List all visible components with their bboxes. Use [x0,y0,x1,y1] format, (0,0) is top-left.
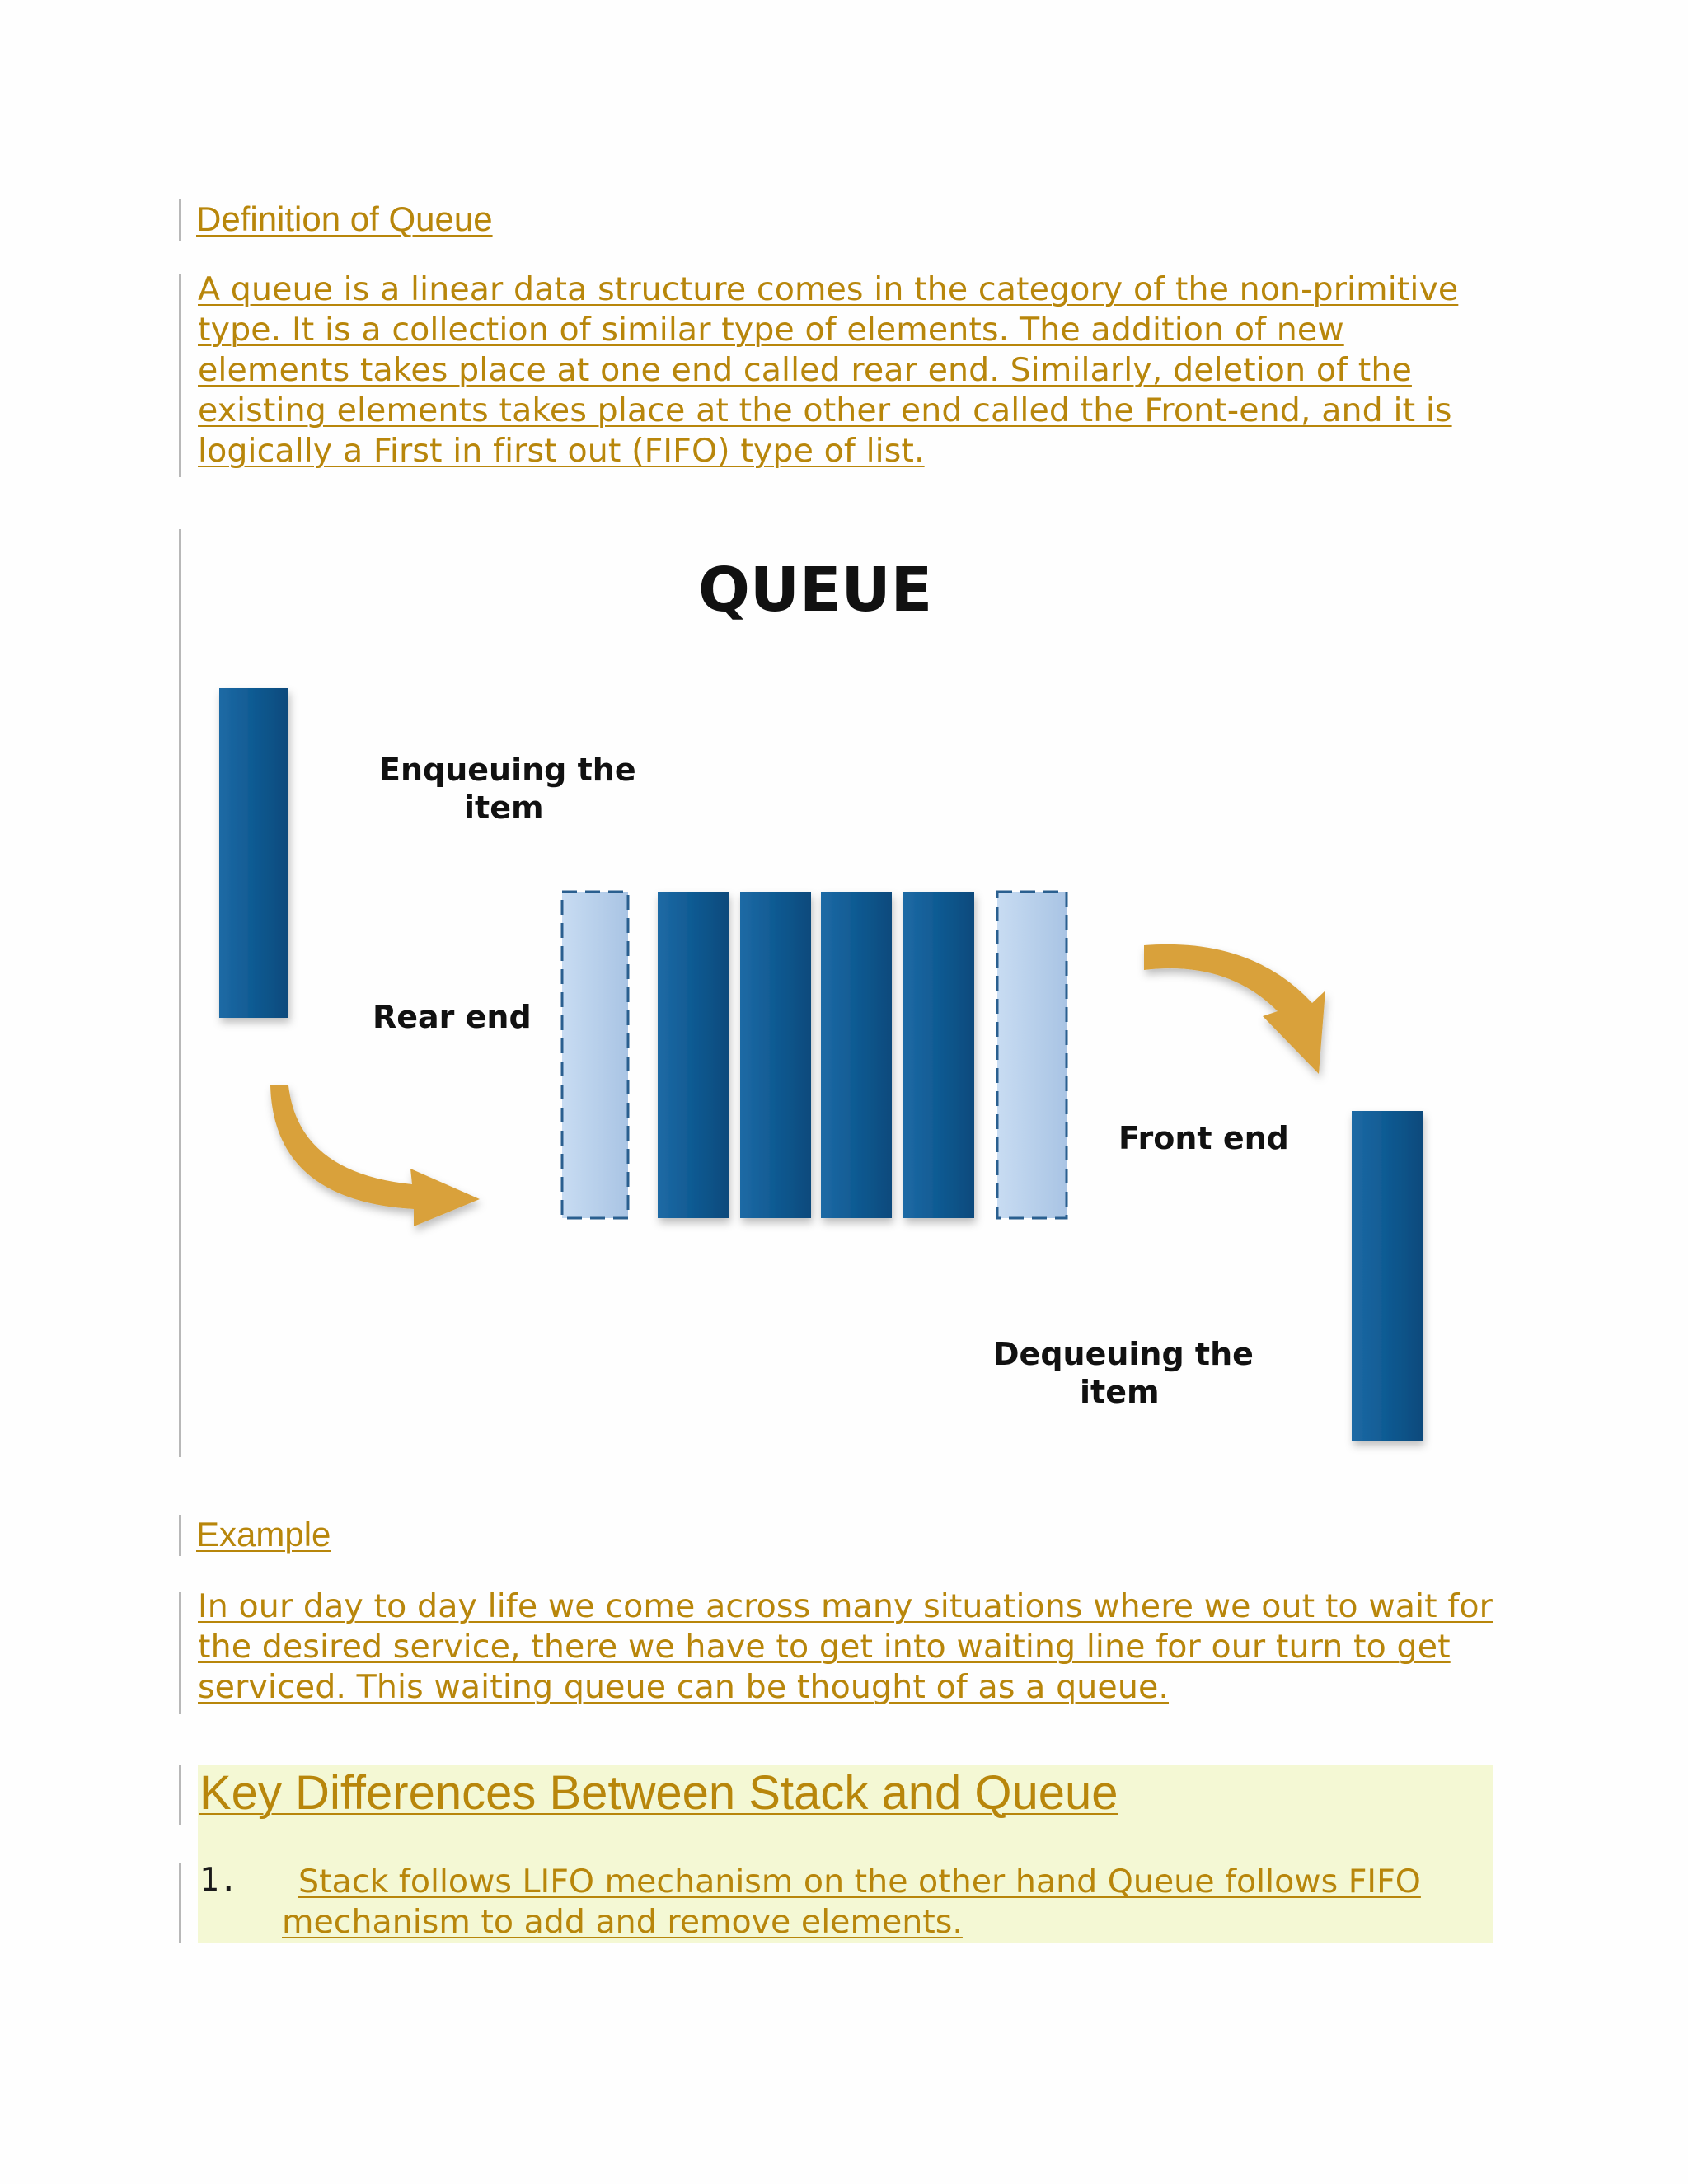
list-item-text-link[interactable]: Stack follows LIFO mechanism on the other hand Queue follows FIFO mechanism to add and remove elements. [282,1863,1421,1941]
dequeue-label-line1: Dequeuing the [993,1336,1254,1372]
front-end-label: Front end [1118,1120,1289,1156]
dequeue-arrow-icon [1144,944,1325,1074]
queue-element-2 [740,892,811,1218]
enqueue-label-line1: Enqueuing the [379,752,636,788]
enqueue-arrow-icon [270,1085,480,1226]
example-heading-link[interactable]: Example [196,1515,331,1554]
queue-diagram [181,532,1467,1463]
enqueue-label-line2: item [464,790,544,826]
margin-bar-example-paragraph [179,1592,181,1714]
dequeue-label-line2: item [1080,1374,1160,1410]
margin-bar-definition-heading [179,199,181,241]
rear-end-label: Rear end [373,999,532,1035]
key-differences-heading-link[interactable]: Key Differences Between Stack and Queue [199,1766,1118,1820]
margin-bar-diagram [179,529,181,1457]
queue-element-1 [658,892,729,1218]
definition-heading-link[interactable]: Definition of Queue [196,199,493,238]
definition-paragraph-link[interactable]: A queue is a linear data structure comes in the category of the non-primitive type. It is a collection of similar type of elements. The addition of new elements takes place at one end called rear end. Similarly, deletion of the existing elements takes place at the other end called the Front-end, and it is logically a First in first out (FIFO) type of list. [198,270,1459,470]
dequeue-item-bar [1352,1111,1423,1441]
example-paragraph-link[interactable]: In our day to day life we come across many situations where we out to wait for the desired service, there we have to get into waiting line for our turn to get serviced. This waiting queue can be thought of as a queue. [198,1587,1493,1706]
queue-rear-empty-slot [562,892,628,1218]
margin-bar-key-heading [179,1765,181,1825]
margin-bar-list [179,1863,181,1943]
queue-element-3 [821,892,892,1218]
enqueue-item-bar [219,688,288,1018]
list-item-number: 1. [199,1862,238,1899]
queue-front-empty-slot [997,892,1067,1218]
diagram-title: QUEUE [698,555,933,626]
margin-bar-example-heading [179,1515,181,1556]
margin-bar-definition-paragraph [179,274,181,477]
queue-element-4 [903,892,974,1218]
